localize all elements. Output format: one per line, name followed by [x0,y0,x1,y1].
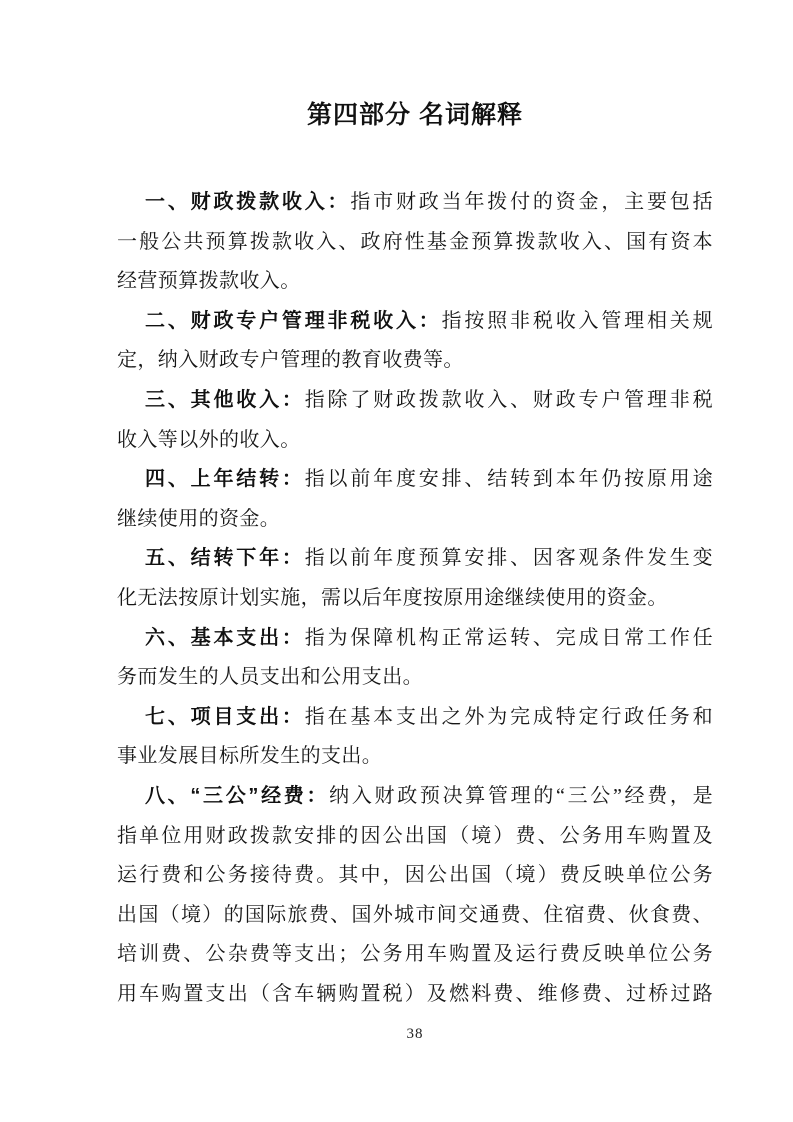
text-line: 事业发展目标所发生的支出。 [117,745,383,768]
term-definition-text: 指为保障机构正常运转、完成日常工作任 [304,626,713,649]
term-lead: 二、财政专户管理非税收入： [145,309,442,332]
text-line [117,302,713,342]
text-line [117,460,713,500]
text-line [117,539,713,579]
text-line: 经营预算拨款收入。 [117,270,301,293]
text-line [117,381,713,421]
term-definition-text: 指按照非税收入管理相关规 [441,309,713,332]
document-body [117,183,713,1014]
text-line: 定，纳入财政专户管理的教育收费等。 [117,349,464,372]
text-line: 收入等以外的收入。 [117,428,301,451]
term-definition-text: 指在基本支出之外为完成特定行政任务和 [304,705,713,728]
text-line [117,183,713,223]
term-lead: 一、财政拨款收入： [145,191,351,213]
term-lead: 六、基本支出： [145,626,305,649]
term-definition-text: 指以前年度安排、结转到本年仍按原用途 [304,468,713,491]
term-lead: 四、上年结转： [145,468,305,491]
text-line: 出国（境）的国际旅费、国外城市间交通费、住宿费、伙食费、 [117,903,713,926]
text-line [117,698,713,738]
text-line [117,619,713,659]
text-line: 务而发生的人员支出和公用支出。 [117,666,423,689]
text-line: 继续使用的资金。 [117,507,281,530]
text-line: 运行费和公务接待费。其中，因公出国（境）费反映单位公务 [117,864,713,887]
term-definition-text: 纳入财政预决算管理的“三公”经费，是 [329,784,713,807]
text-line: 用车购置支出（含车辆购置税）及燃料费、维修费、过桥过路 [117,982,713,1005]
term-lead: 五、结转下年： [145,547,305,570]
text-line: 指单位用财政拨款安排的因公出国（境）费、公务用车购置及 [117,824,713,847]
term-lead: 七、项目支出： [145,705,305,728]
term-definition-text: 指市财政当年拨付的资金，主要包括 [350,191,713,213]
text-line: 培训费、公杂费等支出；公务用车购置及运行费反映单位公务 [117,943,713,966]
term-lead: 三、其他收入： [145,388,305,411]
text-line: 化无法按原计划实施，需以后年度按原用途继续使用的资金。 [117,586,668,609]
page-title: 第四部分 名词解释 [307,101,523,129]
text-line: 一般公共预算拨款收入、政府性基金预算拨款收入、国有资本 [117,230,713,253]
term-definition-text: 指除了财政拨款收入、财政专户管理非税 [304,388,713,411]
term-lead: 八、“三公”经费： [145,784,330,807]
page-number: 38 [406,1026,424,1042]
text-line [117,777,713,817]
term-definition-text: 指以前年度预算安排、因客观条件发生变 [304,547,713,570]
